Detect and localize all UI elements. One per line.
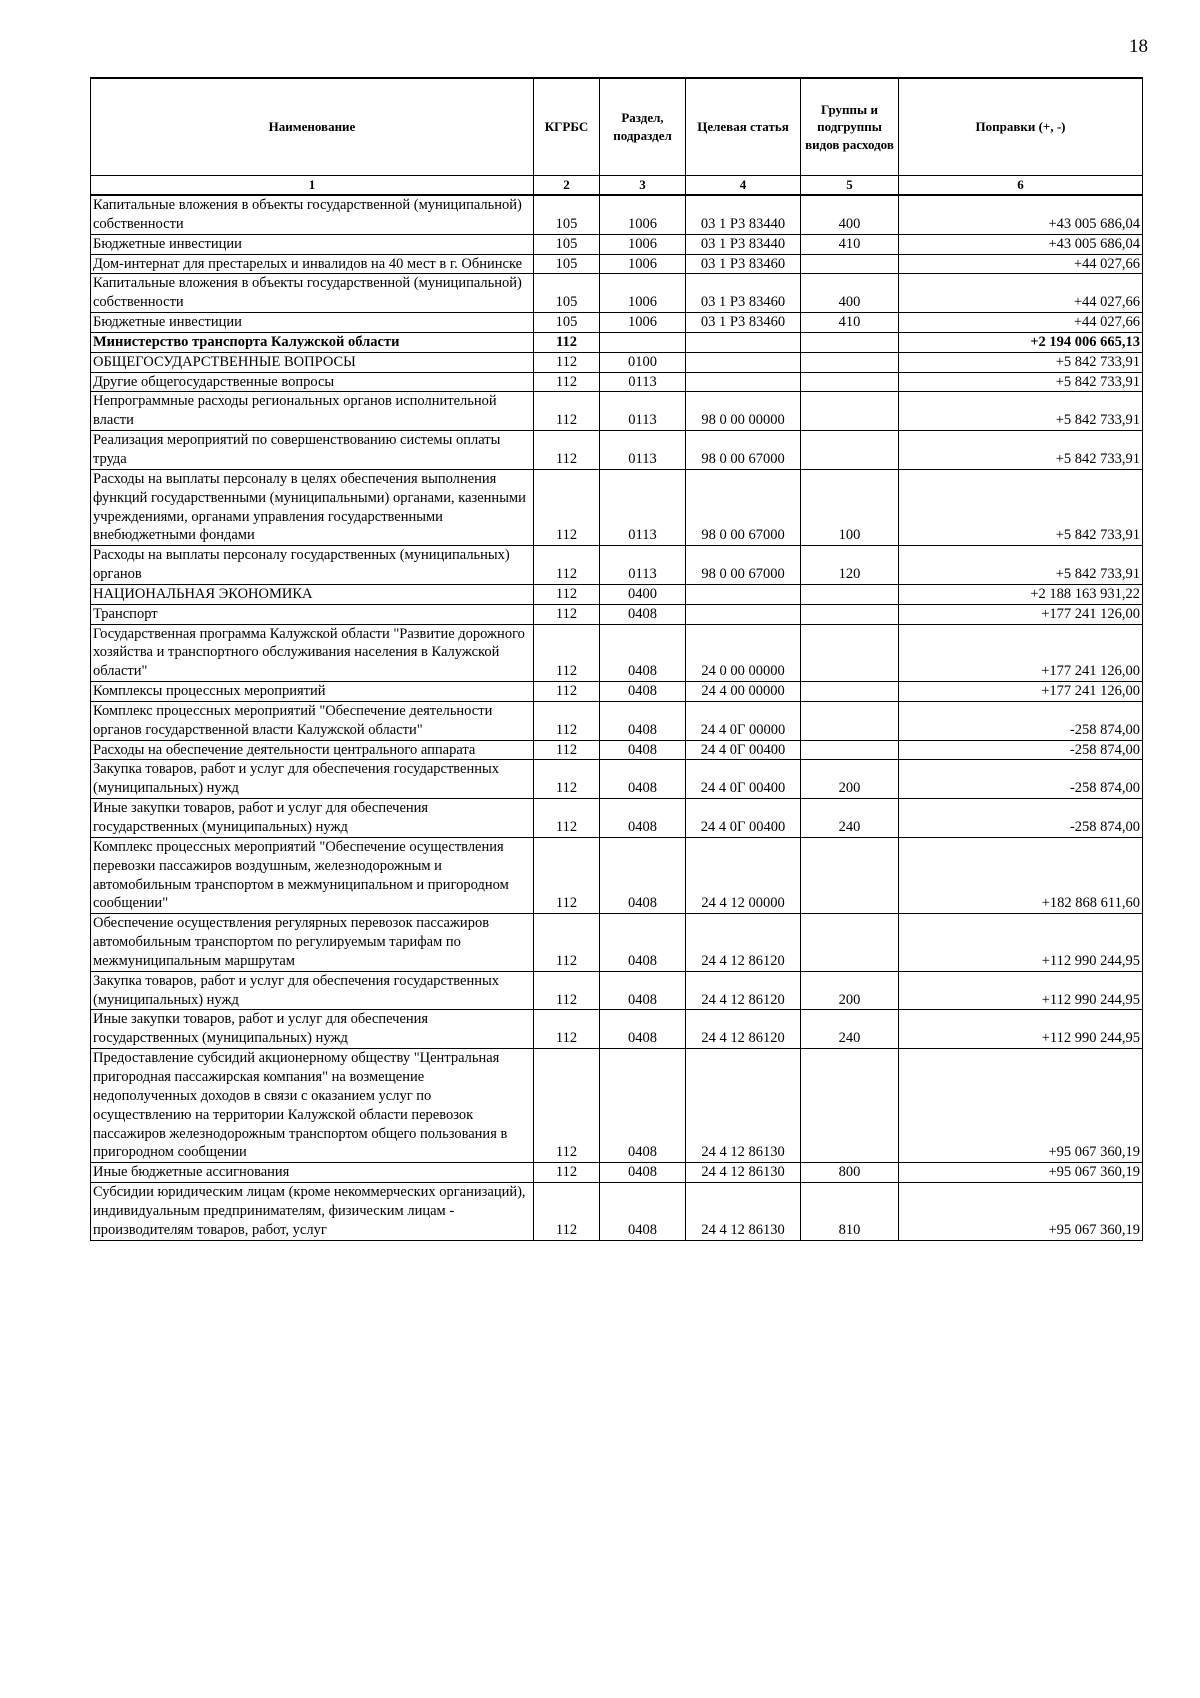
table-body: [91, 195, 1143, 1240]
cell-name: Транспорт: [91, 604, 534, 624]
column-number: 1: [91, 176, 534, 196]
table-row: [91, 604, 1143, 624]
table-row: [91, 431, 1143, 470]
cell-group: 200: [801, 971, 899, 1010]
cell-section: 1006: [600, 254, 686, 274]
column-number: 6: [899, 176, 1143, 196]
cell-kgrbs: 105: [534, 234, 600, 254]
cell-group: 120: [801, 546, 899, 585]
cell-amount: +43 005 686,04: [899, 234, 1143, 254]
cell-group: [801, 624, 899, 682]
cell-group: [801, 914, 899, 972]
cell-target: 24 4 12 86130: [686, 1183, 801, 1241]
cell-target: [686, 352, 801, 372]
cell-target: 03 1 Р3 83440: [686, 234, 801, 254]
cell-amount: +95 067 360,19: [899, 1049, 1143, 1163]
table-row: [91, 971, 1143, 1010]
table-row: [91, 740, 1143, 760]
cell-name: Государственная программа Калужской области "Развитие дорожного хозяйства и транспортного обслуживания населения в Калужской области": [91, 624, 534, 682]
cell-kgrbs: 105: [534, 254, 600, 274]
cell-section: 0408: [600, 682, 686, 702]
cell-group: 400: [801, 274, 899, 313]
cell-section: 1006: [600, 234, 686, 254]
cell-name: Закупка товаров, работ и услуг для обеспечения государственных (муниципальных) нужд: [91, 760, 534, 799]
cell-amount: +43 005 686,04: [899, 195, 1143, 234]
cell-name: Обеспечение осуществления регулярных перевозок пассажиров автомобильным транспортом по регулируемым тарифам по межмуниципальным маршрутам: [91, 914, 534, 972]
cell-name: Предоставление субсидий акционерному обществу "Центральная пригородная пассажирская компания" на возмещение недополученных доходов в связи с оказанием услуг по осуществлению на территории Калужской области перевозок пассажиров железнодорожным транспортом общего пользования в пригородном сообщении: [91, 1049, 534, 1163]
header-target: Целевая статья: [686, 78, 801, 176]
cell-kgrbs: 112: [534, 1163, 600, 1183]
cell-kgrbs: 112: [534, 469, 600, 545]
cell-group: [801, 254, 899, 274]
cell-group: [801, 584, 899, 604]
cell-target: 24 0 00 00000: [686, 624, 801, 682]
cell-amount: +177 241 126,00: [899, 604, 1143, 624]
cell-kgrbs: 112: [534, 584, 600, 604]
cell-amount: -258 874,00: [899, 799, 1143, 838]
header-amount: Поправки (+, -): [899, 78, 1143, 176]
cell-section: [600, 332, 686, 352]
table-row: [91, 352, 1143, 372]
cell-amount: +5 842 733,91: [899, 546, 1143, 585]
table-row: [91, 195, 1143, 234]
cell-target: 24 4 00 00000: [686, 682, 801, 702]
cell-kgrbs: 112: [534, 682, 600, 702]
cell-name: Капитальные вложения в объекты государственной (муниципальной) собственности: [91, 195, 534, 234]
budget-table: [90, 77, 1143, 1241]
cell-name: Другие общегосударственные вопросы: [91, 372, 534, 392]
cell-kgrbs: 112: [534, 372, 600, 392]
cell-amount: +112 990 244,95: [899, 1010, 1143, 1049]
cell-section: 0408: [600, 760, 686, 799]
cell-section: 1006: [600, 195, 686, 234]
cell-section: 0408: [600, 971, 686, 1010]
cell-section: 0408: [600, 1010, 686, 1049]
cell-name: Министерство транспорта Калужской области: [91, 332, 534, 352]
cell-kgrbs: 112: [534, 914, 600, 972]
column-number: 2: [534, 176, 600, 196]
cell-target: 03 1 Р3 83440: [686, 195, 801, 234]
cell-amount: +177 241 126,00: [899, 682, 1143, 702]
cell-name: Капитальные вложения в объекты государственной (муниципальной) собственности: [91, 274, 534, 313]
cell-kgrbs: 112: [534, 701, 600, 740]
cell-target: 24 4 12 00000: [686, 837, 801, 913]
table-row: [91, 372, 1143, 392]
cell-group: [801, 604, 899, 624]
cell-target: 24 4 0Г 00400: [686, 740, 801, 760]
header-name: Наименование: [91, 78, 534, 176]
cell-name: Бюджетные инвестиции: [91, 313, 534, 333]
cell-section: 0100: [600, 352, 686, 372]
cell-name: НАЦИОНАЛЬНАЯ ЭКОНОМИКА: [91, 584, 534, 604]
cell-section: 0408: [600, 837, 686, 913]
cell-group: 240: [801, 799, 899, 838]
cell-target: 03 1 Р3 83460: [686, 313, 801, 333]
cell-target: [686, 372, 801, 392]
cell-amount: +112 990 244,95: [899, 914, 1143, 972]
header-kgrbs: КГРБС: [534, 78, 600, 176]
cell-group: 100: [801, 469, 899, 545]
cell-section: 0408: [600, 1183, 686, 1241]
cell-kgrbs: 112: [534, 431, 600, 470]
table-row: [91, 1183, 1143, 1241]
cell-section: 0408: [600, 604, 686, 624]
table-row: [91, 584, 1143, 604]
cell-group: 240: [801, 1010, 899, 1049]
table-row: [91, 546, 1143, 585]
header-group: Группы и подгруппы видов расходов: [801, 78, 899, 176]
cell-target: 03 1 Р3 83460: [686, 254, 801, 274]
table-row: [91, 914, 1143, 972]
column-number: 3: [600, 176, 686, 196]
cell-amount: +5 842 733,91: [899, 372, 1143, 392]
cell-target: 24 4 0Г 00000: [686, 701, 801, 740]
cell-name: Субсидии юридическим лицам (кроме некоммерческих организаций), индивидуальным предпринимателям, физическим лицам - производителям товаров, работ, услуг: [91, 1183, 534, 1241]
table-row: [91, 254, 1143, 274]
table-row: [91, 701, 1143, 740]
cell-name: Закупка товаров, работ и услуг для обеспечения государственных (муниципальных) нужд: [91, 971, 534, 1010]
cell-amount: +95 067 360,19: [899, 1183, 1143, 1241]
cell-name: Иные закупки товаров, работ и услуг для обеспечения государственных (муниципальных) нужд: [91, 799, 534, 838]
cell-amount: +2 194 006 665,13: [899, 332, 1143, 352]
cell-section: 0113: [600, 469, 686, 545]
cell-amount: +5 842 733,91: [899, 469, 1143, 545]
cell-kgrbs: 105: [534, 274, 600, 313]
column-number-row: [91, 176, 1143, 196]
page-number: 18: [1129, 36, 1148, 57]
cell-kgrbs: 105: [534, 313, 600, 333]
cell-section: 0408: [600, 799, 686, 838]
cell-amount: +95 067 360,19: [899, 1163, 1143, 1183]
table-row: [91, 624, 1143, 682]
cell-group: 200: [801, 760, 899, 799]
cell-section: 0113: [600, 546, 686, 585]
cell-amount: +5 842 733,91: [899, 431, 1143, 470]
cell-target: 03 1 Р3 83460: [686, 274, 801, 313]
cell-section: 0113: [600, 431, 686, 470]
cell-amount: +177 241 126,00: [899, 624, 1143, 682]
cell-group: [801, 352, 899, 372]
cell-name: Непрограммные расходы региональных органов исполнительной власти: [91, 392, 534, 431]
cell-group: [801, 740, 899, 760]
table-row: [91, 234, 1143, 254]
cell-amount: +112 990 244,95: [899, 971, 1143, 1010]
cell-kgrbs: 112: [534, 392, 600, 431]
cell-kgrbs: 105: [534, 195, 600, 234]
table-row: [91, 1163, 1143, 1183]
table-row: [91, 332, 1143, 352]
table-row: [91, 469, 1143, 545]
cell-group: [801, 837, 899, 913]
table-row: [91, 274, 1143, 313]
cell-group: [801, 682, 899, 702]
header-row: [91, 78, 1143, 176]
cell-target: [686, 604, 801, 624]
header-section: Раздел, подраздел: [600, 78, 686, 176]
cell-group: [801, 1049, 899, 1163]
cell-name: Расходы на выплаты персоналу государственных (муниципальных) органов: [91, 546, 534, 585]
cell-section: 0408: [600, 1163, 686, 1183]
cell-amount: +5 842 733,91: [899, 352, 1143, 372]
cell-section: 1006: [600, 313, 686, 333]
cell-name: Комплекс процессных мероприятий "Обеспечение деятельности органов государственной власти Калужской области": [91, 701, 534, 740]
cell-target: 24 4 12 86120: [686, 1010, 801, 1049]
cell-name: ОБЩЕГОСУДАРСТВЕННЫЕ ВОПРОСЫ: [91, 352, 534, 372]
cell-section: 0400: [600, 584, 686, 604]
cell-kgrbs: 112: [534, 1010, 600, 1049]
table-row: [91, 313, 1143, 333]
cell-kgrbs: 112: [534, 352, 600, 372]
cell-target: 24 4 0Г 00400: [686, 760, 801, 799]
table-row: [91, 682, 1143, 702]
cell-name: Реализация мероприятий по совершенствованию системы оплаты труда: [91, 431, 534, 470]
cell-kgrbs: 112: [534, 971, 600, 1010]
cell-kgrbs: 112: [534, 624, 600, 682]
cell-amount: +44 027,66: [899, 274, 1143, 313]
cell-amount: +182 868 611,60: [899, 837, 1143, 913]
cell-section: 0408: [600, 1049, 686, 1163]
column-number: 5: [801, 176, 899, 196]
cell-kgrbs: 112: [534, 760, 600, 799]
cell-group: 400: [801, 195, 899, 234]
cell-target: [686, 332, 801, 352]
cell-name: Комплексы процессных мероприятий: [91, 682, 534, 702]
cell-group: [801, 431, 899, 470]
table-row: [91, 760, 1143, 799]
cell-section: 0408: [600, 624, 686, 682]
cell-name: Дом-интернат для престарелых и инвалидов на 40 мест в г. Обнинске: [91, 254, 534, 274]
cell-kgrbs: 112: [534, 740, 600, 760]
cell-section: 0408: [600, 701, 686, 740]
cell-target: 24 4 12 86130: [686, 1049, 801, 1163]
cell-kgrbs: 112: [534, 604, 600, 624]
cell-section: 0408: [600, 740, 686, 760]
cell-kgrbs: 112: [534, 1049, 600, 1163]
cell-name: Комплекс процессных мероприятий "Обеспечение осуществления перевозки пассажиров воздушным, железнодорожным и автомобильным транспортом в межмуниципальном и пригородном сообщении": [91, 837, 534, 913]
cell-amount: -258 874,00: [899, 701, 1143, 740]
cell-name: Расходы на выплаты персоналу в целях обеспечения выполнения функций государственными (муниципальными) органами, казенными учреждениями, органами управления государственными внебюджетными фондами: [91, 469, 534, 545]
table-row: [91, 1010, 1143, 1049]
cell-group: [801, 332, 899, 352]
cell-amount: +44 027,66: [899, 254, 1143, 274]
cell-target: [686, 584, 801, 604]
cell-group: [801, 701, 899, 740]
cell-target: 24 4 12 86130: [686, 1163, 801, 1183]
cell-target: 98 0 00 67000: [686, 546, 801, 585]
table-row: [91, 837, 1143, 913]
cell-section: 0113: [600, 372, 686, 392]
cell-kgrbs: 112: [534, 799, 600, 838]
cell-target: 98 0 00 67000: [686, 469, 801, 545]
cell-name: Иные закупки товаров, работ и услуг для обеспечения государственных (муниципальных) нужд: [91, 1010, 534, 1049]
cell-section: 1006: [600, 274, 686, 313]
cell-section: 0113: [600, 392, 686, 431]
cell-target: 98 0 00 67000: [686, 431, 801, 470]
table-row: [91, 799, 1143, 838]
cell-amount: -258 874,00: [899, 740, 1143, 760]
cell-target: 24 4 12 86120: [686, 971, 801, 1010]
cell-group: 410: [801, 234, 899, 254]
cell-target: 24 4 12 86120: [686, 914, 801, 972]
cell-group: [801, 392, 899, 431]
cell-kgrbs: 112: [534, 837, 600, 913]
table-row: [91, 1049, 1143, 1163]
cell-target: 98 0 00 00000: [686, 392, 801, 431]
cell-name: Бюджетные инвестиции: [91, 234, 534, 254]
cell-name: Расходы на обеспечение деятельности центрального аппарата: [91, 740, 534, 760]
cell-group: [801, 372, 899, 392]
column-number: 4: [686, 176, 801, 196]
cell-amount: +2 188 163 931,22: [899, 584, 1143, 604]
cell-kgrbs: 112: [534, 1183, 600, 1241]
cell-target: 24 4 0Г 00400: [686, 799, 801, 838]
cell-section: 0408: [600, 914, 686, 972]
cell-group: 810: [801, 1183, 899, 1241]
cell-group: 410: [801, 313, 899, 333]
table-row: [91, 392, 1143, 431]
cell-group: 800: [801, 1163, 899, 1183]
cell-kgrbs: 112: [534, 332, 600, 352]
cell-kgrbs: 112: [534, 546, 600, 585]
cell-amount: +5 842 733,91: [899, 392, 1143, 431]
cell-name: Иные бюджетные ассигнования: [91, 1163, 534, 1183]
cell-amount: +44 027,66: [899, 313, 1143, 333]
cell-amount: -258 874,00: [899, 760, 1143, 799]
